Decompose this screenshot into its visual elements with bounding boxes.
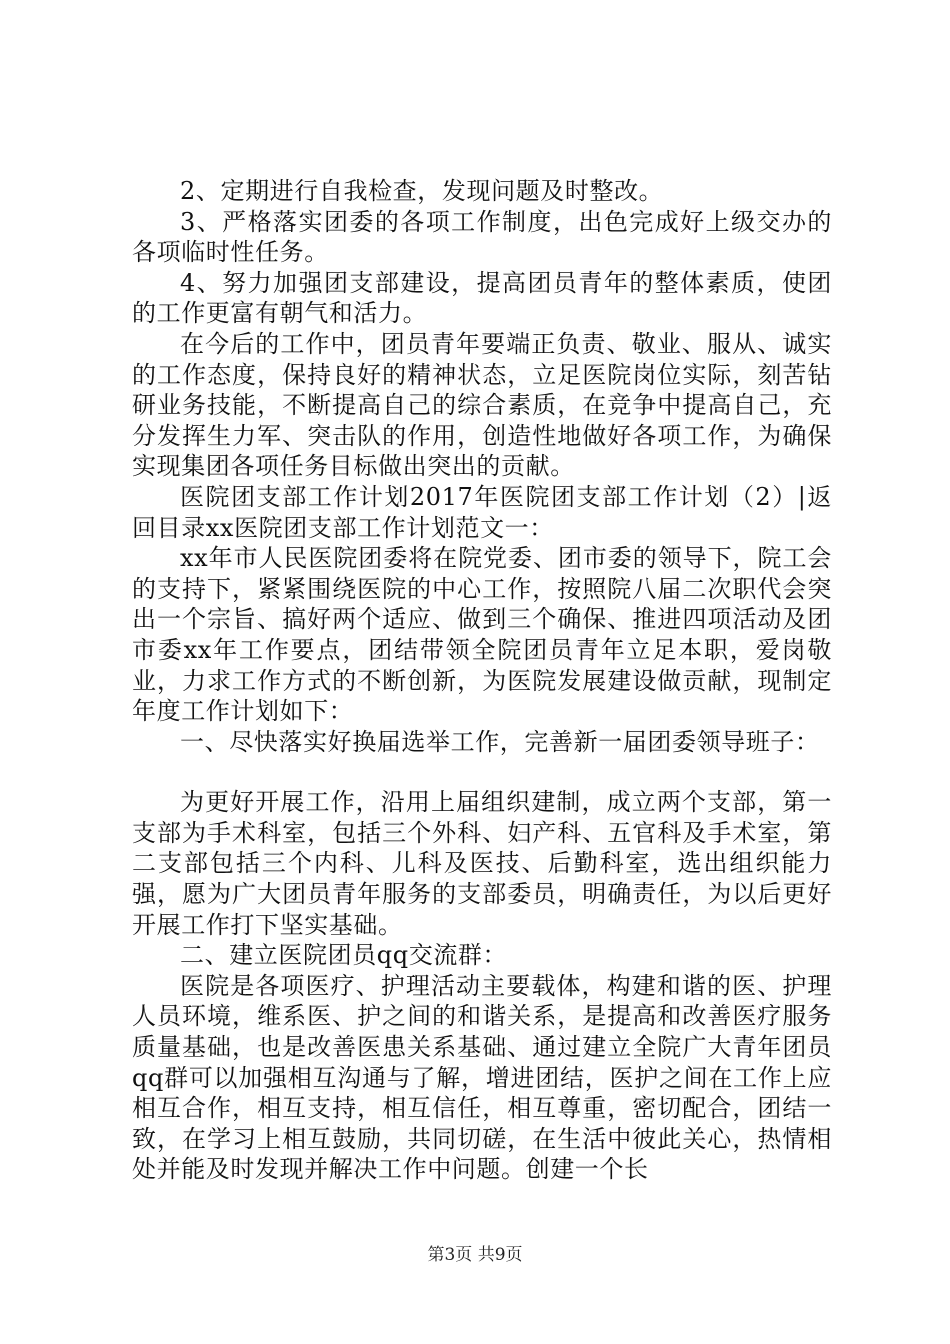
paragraph-item-4: 4、努力加强团支部建设，提高团员青年的整体素质，使团的工作更富有朝气和活力。 (132, 268, 832, 328)
paragraph-item-2: 2、定期进行自我检查，发现问题及时整改。 (180, 177, 664, 205)
paragraph-plan-intro: xx年市人民医院团委将在院党委、团市委的领导下，院工会的支持下，紧紧围绕医院的中心工作，按照院八届二次职代会突出一个宗旨、搞好两个适应、做到三个确保、推进四项活动及团市委xx年工作要点，团结带领全院团员青年立足本职，爱岗敬业，力求工作方式的不断创新，为医院发展建设做贡献，现制定年度工作计划如下： (132, 544, 832, 726)
paragraph-qq-group-detail: 医院是各项医疗、护理活动主要载体，构建和谐的医、护理人员环境，维系医、护之间的和谐关系，是提高和改善医疗服务质量基础，也是改善医患关系基础、通过建立全院广大青年团员qq群可以加强相互沟通与了解，增进团结，医护之间在工作上应相互合作，相互支持，相互信任，相互尊重，密切配合，团结一致，在学习上相互鼓励，共同切磋，在生活中彼此关心，热情相处并能及时发现并解决工作中问题。创建一个长 (132, 971, 832, 1184)
page-footer: 第3页 共9页 (427, 1245, 523, 1265)
section-heading-election: 一、尽快落实好换届选举工作，完善新一届团委领导班子： (180, 727, 820, 756)
paragraph-plan-title: 医院团支部工作计划2017年医院团支部工作计划（2）|返回目录xx医院团支部工作计划范文一： (132, 482, 832, 542)
paragraph-future-work: 在今后的工作中，团员青年要端正负责、敬业、服从、诚实的工作态度，保持良好的精神状态，立足医院岗位实际，刻苦钻研业务技能，不断提高自己的综合素质，在竞争中提高自己，充分发挥生力军、突击队的作用，创造性地做好各项工作，为确保实现集团各项任务目标做出突出的贡献。 (132, 329, 832, 481)
paragraph-item-3: 3、严格落实团委的各项工作制度，出色完成好上级交办的各项临时性任务。 (132, 207, 832, 267)
paragraph-election-detail: 为更好开展工作，沿用上届组织建制，成立两个支部，第一支部为手术科室，包括三个外科、妇产科、五官科及手术室，第二支部包括三个内科、儿科及医技、后勤科室，选出组织能力强，愿为广大团员青年服务的支部委员，明确责任，为以后更好开展工作打下坚实基础。 (132, 788, 832, 939)
section-heading-qq-group: 二、建立医院团员qq交流群： (180, 941, 508, 970)
document-body (132, 176, 832, 1185)
